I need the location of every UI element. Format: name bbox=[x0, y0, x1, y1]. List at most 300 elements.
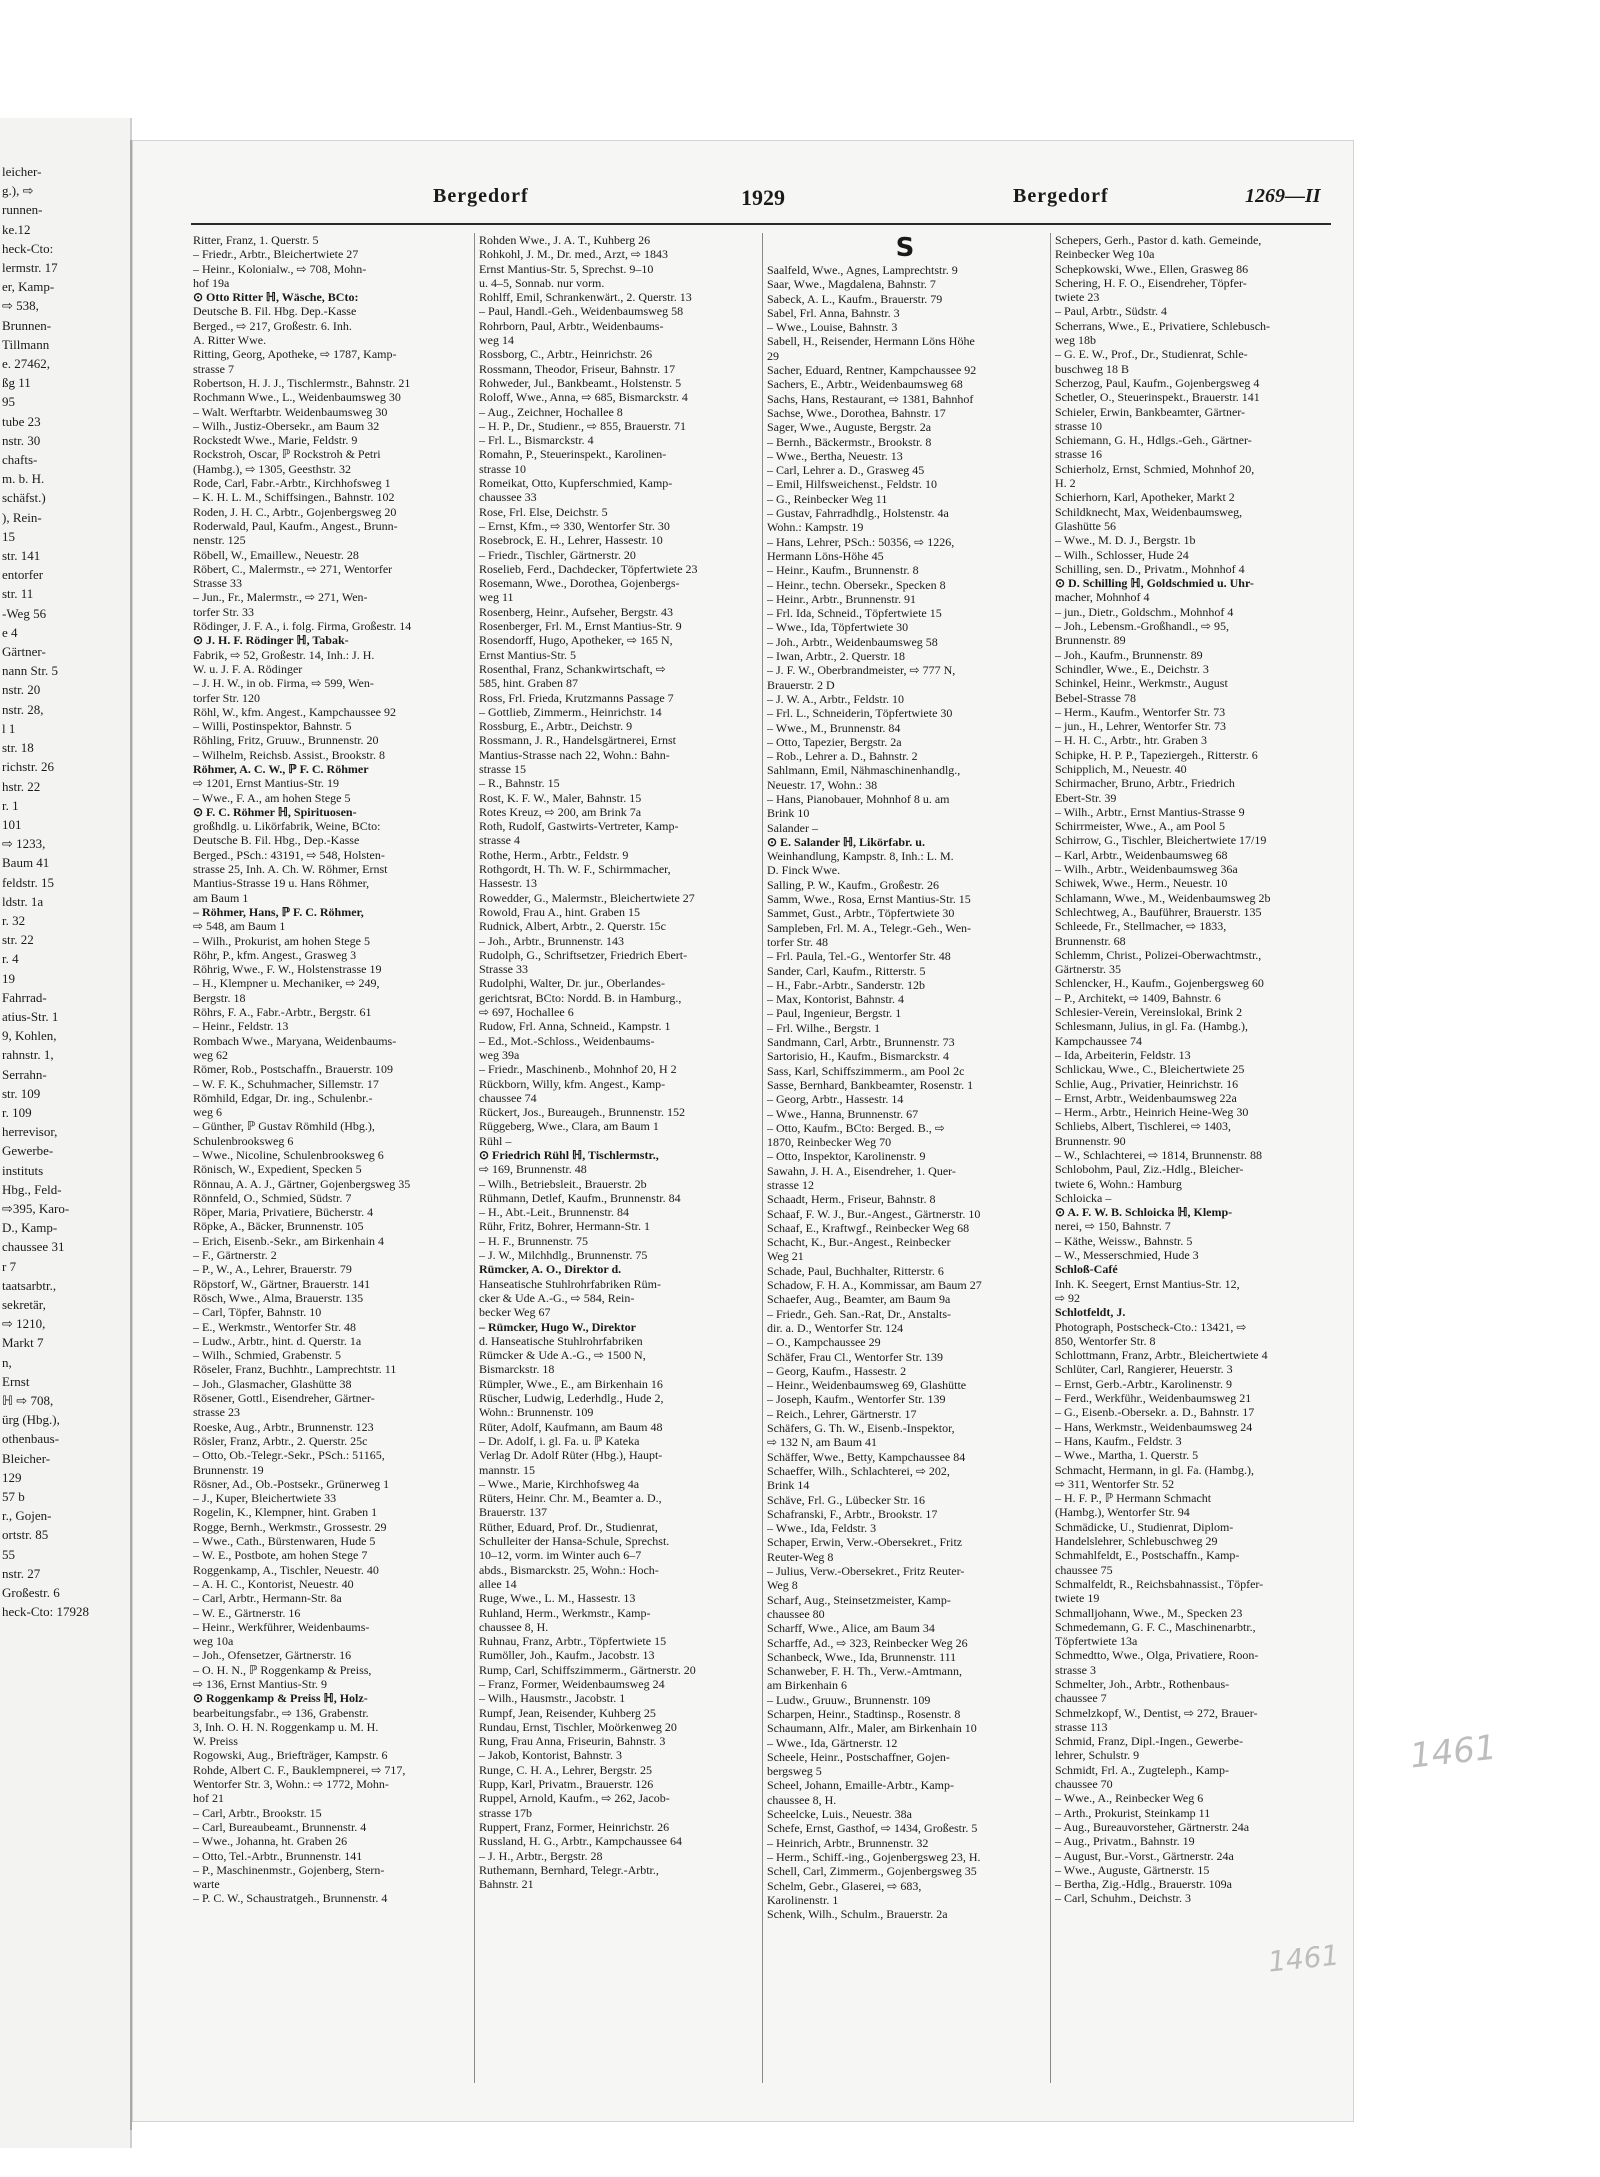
directory-entry-line: Schäffer, Wwe., Betty, Kampchaussee 84 bbox=[767, 1449, 966, 1464]
directory-entry-line: – Ernst, Kfm., ⇨ 330, Wentorfer Str. 30 bbox=[479, 518, 670, 533]
previous-page-fragment: ⇨395, Karo- bbox=[2, 1200, 70, 1216]
directory-entry-line: – O., Kampchaussee 29 bbox=[767, 1335, 881, 1350]
directory-entry-line: – Wwe., Nicoline, Schulenbrooksweg 6 bbox=[193, 1148, 384, 1162]
directory-entry-line: – E., Werkmstr., Wentorfer Str. 48 bbox=[193, 1319, 356, 1334]
previous-page-fragment: runnen- bbox=[2, 202, 43, 218]
directory-entry-line: torfer Str. 120 bbox=[193, 690, 260, 705]
section-letter-heading: S bbox=[895, 233, 915, 263]
handwritten-page-mark: 1461 bbox=[1266, 1938, 1341, 1979]
directory-column-1 bbox=[193, 233, 469, 2093]
directory-entry-line: – H., Abt.-Leit., Brunnenstr. 84 bbox=[479, 1205, 629, 1220]
previous-page-fragment: ⇨ 1210, bbox=[2, 1316, 46, 1332]
directory-entry-line: Mantius-Strasse nach 22, Wohn.: Bahn- bbox=[479, 747, 670, 762]
directory-entry-line: Rümpler, Wwe., E., am Birkenhain 16 bbox=[479, 1376, 663, 1391]
directory-entry-line: – Hans, Werkmstr., Weidenbaumsweg 24 bbox=[1055, 1419, 1253, 1434]
directory-entry-line: Rumpf, Jean, Reisender, Kuhberg 25 bbox=[479, 1705, 656, 1720]
directory-entry-line: Roden, J. H. C., Arbtr., Gojenbergsweg 20 bbox=[193, 504, 397, 519]
directory-entry-line: – A. H. C., Kontorist, Neuestr. 40 bbox=[193, 1576, 354, 1591]
directory-entry-line: – H., Fabr.-Arbtr., Sanderstr. 12b bbox=[767, 977, 925, 992]
previous-page-fragment: lermstr. 17 bbox=[2, 260, 58, 276]
directory-entry-line: – Max, Kontorist, Bahnstr. 4 bbox=[767, 992, 904, 1007]
directory-entry-line: – H. F. P., ℙ Hermann Schmacht bbox=[1055, 1491, 1212, 1506]
directory-entry-line: Wohn.: Kampstr. 19 bbox=[767, 520, 864, 535]
directory-entry-line: – P., Architekt, ⇨ 1409, Bahnstr. 6 bbox=[1055, 990, 1221, 1005]
previous-page-fragment: er, Kamp- bbox=[2, 279, 55, 295]
directory-entry-line: Roselieb, Ferd., Dachdecker, Töpfertwiete 23 bbox=[479, 561, 698, 576]
previous-page-fragment: ⇨ 538, bbox=[2, 298, 39, 314]
directory-entry-line: Röhmer, A. C. W., ℙ F. C. Röhmer bbox=[193, 761, 369, 776]
directory-entry-line: – Ernst, Arbtr., Weidenbaumsweg 22a bbox=[1055, 1090, 1237, 1105]
directory-entry-line: – W., Schlachterei, ⇨ 1814, Brunnenstr. 88 bbox=[1055, 1148, 1263, 1162]
directory-entry-line: – Frl. Paula, Tel.-G., Wentorfer Str. 48 bbox=[767, 949, 951, 964]
previous-page-fragment: schäfst.) bbox=[2, 490, 46, 506]
directory-entry-line: – Frl. L., Bismarckstr. 4 bbox=[479, 433, 594, 448]
directory-entry-line: Runge, C. H. A., Lehrer, Bergstr. 25 bbox=[479, 1762, 652, 1777]
directory-entry-line: bergsweg 5 bbox=[767, 1764, 822, 1779]
directory-entry-line: Schlüter, Carl, Rangierer, Heuerstr. 3 bbox=[1055, 1362, 1233, 1377]
directory-entry-line: strasse 10 bbox=[1055, 418, 1102, 433]
directory-entry-line: Neuestr. 17, Wohn.: 38 bbox=[767, 777, 878, 792]
directory-entry-line: strasse 25, Inh. A. Ch. W. Röhmer, Ernst bbox=[193, 862, 388, 877]
directory-entry-line: Rosenberger, Frl. M., Ernst Mantius-Str. 9 bbox=[479, 619, 682, 634]
directory-entry-line: – Wilh., Betriebsleit., Brauerstr. 2b bbox=[479, 1176, 647, 1191]
directory-entry-line: Schirmacher, Bruno, Arbtr., Friedrich bbox=[1055, 776, 1235, 791]
previous-page-fragment: 129 bbox=[2, 1469, 22, 1485]
directory-entry-line: Brink 10 bbox=[767, 806, 810, 821]
directory-entry-line: Röhrig, Wwe., F. W., Holstenstrasse 19 bbox=[193, 962, 382, 977]
directory-entry-line: – J. W. A., Arbtr., Feldstr. 10 bbox=[767, 691, 905, 706]
directory-entry-line: Schierhorn, Karl, Apotheker, Markt 2 bbox=[1055, 490, 1235, 505]
directory-entry-line: – Wwe., M., Brunnenstr. 84 bbox=[767, 720, 901, 735]
directory-entry-line: Schlemm, Christ., Polizei-Oberwachtmstr., bbox=[1055, 947, 1262, 962]
directory-entry-line: Schiwek, Wwe., Herm., Neuestr. 10 bbox=[1055, 876, 1228, 891]
directory-entry-line: gerichtsrat, BCto: Nordd. B. in Hamburg., bbox=[479, 990, 682, 1005]
directory-entry-line: chaussee 8, H. bbox=[767, 1792, 837, 1807]
directory-entry-line: – W., Messerschmied, Hude 3 bbox=[1055, 1248, 1199, 1263]
directory-entry-line: – K. H. L. M., Schiffsingen., Bahnstr. 102 bbox=[193, 490, 395, 505]
previous-page-fragment: nann Str. 5 bbox=[2, 663, 58, 679]
directory-entry-line: Schaefer, Aug., Beamter, am Baum 9a bbox=[767, 1292, 951, 1307]
directory-entry-line: – Wwe., Ida, Töpfertwiete 30 bbox=[767, 620, 909, 635]
directory-entry-line: Röpstorf, W., Gärtner, Brauerstr. 141 bbox=[193, 1276, 371, 1291]
directory-entry-line: Rückborn, Willy, kfm. Angest., Kamp- bbox=[479, 1076, 666, 1091]
directory-entry-line: – Otto, Kaufm., BCto: Berged. B., ⇨ bbox=[767, 1120, 945, 1135]
handwritten-page-mark: 1461 bbox=[1408, 1727, 1499, 1777]
directory-entry-line: weg 11 bbox=[479, 590, 514, 605]
directory-entry-line: ⇨ 169, Brunnenstr. 48 bbox=[479, 1162, 587, 1177]
directory-entry-line: Rotes Kreuz, ⇨ 200, am Brink 7a bbox=[479, 804, 642, 819]
directory-entry-line: am Baum 1 bbox=[193, 890, 249, 905]
directory-entry-line: – Wwe., M. D. J., Bergstr. 1b bbox=[1055, 533, 1196, 548]
previous-page-fragment: richstr. 26 bbox=[2, 759, 54, 775]
previous-page-fragment: Serrahn- bbox=[2, 1066, 47, 1082]
directory-entry-line: – Paul, Arbtr., Südstr. 4 bbox=[1055, 304, 1168, 319]
previous-page-fragment: n, bbox=[2, 1354, 12, 1370]
directory-entry-line: Rohrborn, Paul, Arbtr., Weidenbaums- bbox=[479, 318, 664, 333]
previous-page-fragment: r. 109 bbox=[2, 1104, 32, 1120]
directory-entry-line: – Hans, Lehrer, PSch.: 50356, ⇨ 1226, bbox=[767, 534, 955, 549]
directory-entry-line: – Georg, Arbtr., Hassestr. 14 bbox=[767, 1092, 904, 1107]
directory-entry-line: Roeske, Aug., Arbtr., Brunnenstr. 123 bbox=[193, 1419, 374, 1434]
directory-entry-line: Rossmann, J. R., Handelsgärtnerei, Ernst bbox=[479, 733, 676, 748]
directory-entry-line: – Paul, Handl.-Geh., Weidenbaumsweg 58 bbox=[479, 304, 684, 319]
directory-entry-line: Ernst Mantius-Str. 5, Sprechst. 9–10 bbox=[479, 261, 654, 276]
previous-page-fragment: Gärtner- bbox=[2, 644, 46, 660]
directory-entry-line: – Gottlieb, Zimmerm., Heinrichstr. 14 bbox=[479, 704, 662, 719]
directory-entry-line: Scharffe, Ad., ⇨ 323, Reinbecker Weg 26 bbox=[767, 1635, 968, 1650]
directory-entry-line: – Aug., Bureauvorsteher, Gärtnerstr. 24a bbox=[1055, 1819, 1250, 1834]
directory-entry-line: Sass, Karl, Schiffszimmerm., am Pool 2c bbox=[767, 1063, 965, 1078]
directory-entry-line: Schering, H. F. O., Eisendreher, Töpfer- bbox=[1055, 275, 1247, 290]
directory-entry-line: ⇨ 697, Hochallee 6 bbox=[479, 1005, 574, 1020]
directory-entry-line: Bahnstr. 21 bbox=[479, 1877, 534, 1892]
directory-entry-line: strasse 113 bbox=[1055, 1719, 1108, 1734]
directory-entry-line: Schade, Paul, Buchhalter, Ritterstr. 6 bbox=[767, 1263, 944, 1278]
previous-page-fragment: nstr. 20 bbox=[2, 682, 41, 698]
directory-entry-line: – Aug., Zeichner, Hochallee 8 bbox=[479, 404, 623, 419]
directory-entry-line: – Hans, Pianobauer, Mohnhof 8 u. am bbox=[767, 791, 950, 806]
directory-entry-line: mannstr. 15 bbox=[479, 1462, 535, 1477]
column-divider bbox=[762, 233, 763, 2083]
directory-entry-line: ⇨ 132 N, am Baum 41 bbox=[767, 1435, 878, 1450]
directory-entry-line: chaussee 8, H. bbox=[479, 1619, 549, 1634]
directory-entry-line: ⊙ Friedrich Rühl ℍ, Tischlermstr., bbox=[479, 1148, 659, 1162]
directory-entry-line: – Frl. Wilhe., Bergstr. 1 bbox=[767, 1020, 881, 1035]
directory-entry-line: Samm, Wwe., Rosa, Ernst Mantius-Str. 15 bbox=[767, 892, 971, 907]
directory-entry-line: Schindler, Wwe., E., Deichstr. 3 bbox=[1055, 661, 1209, 676]
directory-entry-line: Rüggeberg, Wwe., Clara, am Baum 1 bbox=[479, 1119, 659, 1134]
directory-entry-line: Schipke, H. P. P., Tapeziergeh., Ritterstr. 6 bbox=[1055, 747, 1258, 762]
directory-entry-line: Schmelzkopf, W., Dentist, ⇨ 272, Brauer- bbox=[1055, 1705, 1258, 1720]
previous-page-fragment: leicher- bbox=[2, 164, 42, 179]
previous-page-fragment: Ernst bbox=[2, 1373, 30, 1389]
directory-entry-line: Roggenkamp, A., Tischler, Neuestr. 40 bbox=[193, 1562, 379, 1577]
directory-entry-line: – Herm., Kaufm., Wentorfer Str. 73 bbox=[1055, 704, 1226, 719]
directory-entry-line: Töpfertwiete 13a bbox=[1055, 1634, 1138, 1649]
directory-entry-line: bearbeitungsfabr., ⇨ 136, Grabenstr. bbox=[193, 1705, 369, 1720]
directory-entry-line: – Bernh., Bäckermstr., Brookstr. 8 bbox=[767, 434, 932, 449]
column-divider bbox=[1050, 233, 1051, 2083]
directory-entry-line: Schafranski, F., Arbtr., Brookstr. 17 bbox=[767, 1506, 938, 1521]
directory-entry-line: Saalfeld, Wwe., Agnes, Lamprechtstr. 9 bbox=[767, 263, 958, 277]
directory-entry-line: Schmid, Franz, Dipl.-Ingen., Gewerbe- bbox=[1055, 1734, 1243, 1749]
directory-entry-line: – Wilh., Schmied, Grabenstr. 5 bbox=[193, 1348, 341, 1363]
previous-page-fragment: r 7 bbox=[2, 1258, 17, 1274]
directory-entry-line: – Wilh., Prokurist, am hohen Stege 5 bbox=[193, 933, 370, 948]
directory-entry-line: Röpke, A., Bäcker, Brunnenstr. 105 bbox=[193, 1219, 364, 1234]
directory-entry-line: Rösner, Ad., Ob.-Postsekr., Grünerweg 1 bbox=[193, 1476, 390, 1491]
directory-entry-line: Glashütte 56 bbox=[1055, 518, 1116, 533]
directory-entry-line: – Gustav, Fahrradhdlg., Holstenstr. 4a bbox=[767, 506, 949, 521]
directory-entry-line: Weg 8 bbox=[767, 1578, 798, 1593]
directory-column-2 bbox=[479, 233, 755, 2093]
directory-entry-line: Röseler, Franz, Buchhtr., Lamprechtstr. 11 bbox=[193, 1362, 397, 1377]
previous-page-fragment: feldstr. 15 bbox=[2, 874, 54, 890]
directory-entry-line: – Walt. Werftarbtr. Weidenbaumsweg 30 bbox=[193, 404, 388, 419]
directory-entry-line: – Heinr., Werkführer, Weidenbaums- bbox=[193, 1619, 370, 1634]
directory-entry-line: – Ernst, Gerb.-Arbtr., Karolinenstr. 9 bbox=[1055, 1376, 1232, 1391]
directory-entry-line: ⇨ 548, am Baum 1 bbox=[193, 919, 286, 934]
directory-entry-line: Russland, H. G., Arbtr., Kampchaussee 64 bbox=[479, 1834, 682, 1849]
directory-entry-line: – Ludw., Arbtr., hint. d. Querstr. 1a bbox=[193, 1333, 362, 1348]
directory-entry-line: – Wwe., F. A., am hohen Stege 5 bbox=[193, 790, 351, 805]
directory-entry-line: – G., Eisenb.-Obersekr. a. D., Bahnstr. 17 bbox=[1055, 1405, 1255, 1420]
directory-entry-line: Sandmann, Carl, Arbtr., Brunnenstr. 73 bbox=[767, 1035, 955, 1050]
directory-entry-line: – Paul, Ingenieur, Bergstr. 1 bbox=[767, 1006, 902, 1021]
directory-entry-line: W. Preiss bbox=[193, 1734, 238, 1749]
directory-entry-line: – W. E., Postbote, am hohen Stege 7 bbox=[193, 1548, 368, 1563]
directory-entry-line: – Joh., Arbtr., Brunnenstr. 143 bbox=[479, 933, 625, 948]
directory-entry-line: – Wwe., Martha, 1. Querstr. 5 bbox=[1055, 1448, 1199, 1463]
directory-entry-line: Karolinenstr. 1 bbox=[767, 1892, 839, 1907]
previous-page-fragment: -Weg 56 bbox=[2, 605, 47, 621]
directory-entry-line: – Wilh., Schlosser, Hude 24 bbox=[1055, 547, 1189, 562]
directory-entry-line: Rudolphi, Walter, Dr. jur., Oberlandes- bbox=[479, 976, 665, 991]
directory-entry-line: – Heinr., Kolonialw., ⇨ 708, Mohn- bbox=[193, 261, 367, 276]
previous-page-fragment: e 4 bbox=[2, 624, 18, 640]
previous-page-fragment: r. 32 bbox=[2, 912, 26, 928]
directory-entry-line: abds., Bismarckstr. 25, Wohn.: Hoch- bbox=[479, 1562, 659, 1577]
previous-page-fragment: r., Gojen- bbox=[2, 1508, 52, 1524]
directory-entry-line: – Otto, Ob.-Telegr.-Sekr., PSch.: 51165, bbox=[193, 1448, 385, 1463]
directory-entry-line: Schlie, Aug., Privatier, Heinrichstr. 16 bbox=[1055, 1076, 1239, 1091]
directory-entry-line: – J. W., Milchhdlg., Brunnenstr. 75 bbox=[479, 1248, 648, 1263]
directory-entry-line: Brink 14 bbox=[767, 1478, 810, 1493]
directory-entry-line: – Herm., Schiff.-ing., Gojenbergsweg 23, H. bbox=[767, 1849, 981, 1864]
directory-entry-line: twiete 23 bbox=[1055, 290, 1100, 305]
directory-entry-line: Rühmann, Detlef, Kaufm., Brunnenstr. 84 bbox=[479, 1190, 681, 1205]
directory-entry-line: großhdlg. u. Likörfabrik, Weine, BCto: bbox=[193, 819, 381, 834]
directory-entry-line: Schmädicke, U., Studienrat, Diplom- bbox=[1055, 1519, 1234, 1534]
directory-entry-line: ⊙ F. C. Röhmer ℍ, Spirituosen- bbox=[193, 804, 357, 819]
directory-entry-line: (Hambg.), Wentorfer Str. 94 bbox=[1055, 1505, 1190, 1520]
directory-entry-line: Rogowski, Aug., Briefträger, Kampstr. 6 bbox=[193, 1748, 388, 1763]
previous-page-fragment: ℍ ⇨ 708, bbox=[2, 1393, 54, 1408]
previous-page-fragment: Bleicher- bbox=[2, 1450, 51, 1466]
directory-entry-line: – Wwe., Hanna, Brunnenstr. 67 bbox=[767, 1106, 919, 1121]
directory-entry-line: ⇨ 311, Wentorfer Str. 52 bbox=[1055, 1476, 1175, 1491]
directory-entry-line: Ruhnau, Franz, Arbtr., Töpfertwiete 15 bbox=[479, 1634, 667, 1649]
directory-entry-line: am Birkenhain 6 bbox=[767, 1678, 847, 1693]
directory-entry-line: Reuter-Weg 8 bbox=[767, 1549, 834, 1564]
directory-entry-line: Scheele, Heinr., Postschaffner, Gojen- bbox=[767, 1749, 950, 1764]
directory-entry-line: – Carl, Bureaubeamt., Brunnenstr. 4 bbox=[193, 1819, 367, 1834]
previous-page-fragment: 9, Kohlen, bbox=[2, 1028, 57, 1044]
directory-entry-line: Rohden Wwe., J. A. T., Kuhberg 26 bbox=[479, 233, 651, 247]
directory-entry-line: Schildknecht, Max, Weidenbaumsweg, bbox=[1055, 504, 1243, 519]
directory-entry-line: Schmedtto, Wwe., Olga, Privatiere, Roon- bbox=[1055, 1648, 1259, 1663]
previous-page-fragment: str. 22 bbox=[2, 932, 34, 948]
directory-entry-line: Rupp, Karl, Privatm., Brauerstr. 126 bbox=[479, 1777, 654, 1792]
directory-entry-line: Röbert, C., Malermstr., ⇨ 271, Wentorfer bbox=[193, 561, 393, 576]
previous-page-fragment: Markt 7 bbox=[2, 1335, 44, 1351]
directory-entry-line: Ernst Mantius-Str. 5 bbox=[479, 647, 577, 662]
directory-entry-line: Rüscher, Ludwig, Lederhdlg., Hude 2, bbox=[479, 1391, 664, 1406]
directory-entry-line: Rosebrock, E. H., Lehrer, Hassestr. 10 bbox=[479, 533, 663, 548]
directory-entry-line: Schmidt, Frl. A., Zugteleph., Kamp- bbox=[1055, 1762, 1229, 1777]
directory-entry-line: weg 18b bbox=[1055, 333, 1096, 348]
directory-entry-line: Sabeck, A. L., Kaufm., Brauerstr. 79 bbox=[767, 291, 943, 306]
directory-entry-line: Schieler, Erwin, Bankbeamter, Gärtner- bbox=[1055, 404, 1246, 419]
directory-entry-line: Schlickau, Wwe., C., Bleichertwiete 25 bbox=[1055, 1062, 1245, 1077]
previous-page-fragment: instituts bbox=[2, 1162, 44, 1178]
directory-entry-line: Rösener, Gottl., Eisendreher, Gärtner- bbox=[193, 1391, 375, 1406]
directory-entry-line: Rüther, Eduard, Prof. Dr., Studienrat, bbox=[479, 1519, 658, 1534]
directory-entry-line: Schlesier-Verein, Vereinslokal, Brink 2 bbox=[1055, 1005, 1243, 1020]
directory-entry-line: Rogelin, K., Klempner, hint. Graben 1 bbox=[193, 1505, 378, 1520]
directory-entry-line: Rowold, Frau A., hint. Graben 15 bbox=[479, 904, 640, 919]
directory-entry-line: Römer, Rob., Postschaffn., Brauerstr. 109 bbox=[193, 1062, 393, 1077]
directory-entry-line: allee 14 bbox=[479, 1576, 517, 1591]
directory-entry-line: – H., Klempner u. Mechaniker, ⇨ 249, bbox=[193, 976, 380, 991]
directory-entry-line: Schefe, Ernst, Gasthof, ⇨ 1434, Großestr. 5 bbox=[767, 1821, 978, 1836]
directory-entry-line: – Otto, Tel.-Arbtr., Brunnenstr. 141 bbox=[193, 1848, 363, 1863]
directory-entry-line: Sartorisio, H., Kaufm., Bismarckstr. 4 bbox=[767, 1049, 949, 1064]
directory-entry-line: chaussee 70 bbox=[1055, 1777, 1113, 1792]
directory-entry-line: Schilling, sen. D., Privatm., Mohnhof 4 bbox=[1055, 561, 1245, 576]
directory-entry-line: Rossburg, E., Arbtr., Deichstr. 9 bbox=[479, 719, 633, 734]
directory-entry-line: – Wilhelm, Reichsb. Assist., Brookstr. 8 bbox=[193, 747, 385, 762]
previous-page-fragment: str. 18 bbox=[2, 740, 34, 756]
directory-entry-line: – Karl, Arbtr., Weidenbaumsweg 68 bbox=[1055, 847, 1228, 862]
previous-page-fragment: Gewerbe- bbox=[2, 1143, 54, 1159]
directory-entry-line: Schanbeck, Wwe., Ida, Brunnenstr. 111 bbox=[767, 1649, 957, 1664]
directory-entry-line: cker & Ude A.-G., ⇨ 584, Rein- bbox=[479, 1290, 635, 1305]
directory-entry-line: Schmalfeldt, R., Reichsbahnassist., Töpfer- bbox=[1055, 1576, 1264, 1591]
directory-entry-line: Rönnau, A. A. J., Gärtner, Gojenbergsweg 35 bbox=[193, 1176, 411, 1191]
previous-page-fragment: taatsarbtr., bbox=[2, 1277, 57, 1293]
directory-entry-line: Brunnenstr. 19 bbox=[193, 1462, 264, 1477]
directory-entry-line: twiete 19 bbox=[1055, 1591, 1100, 1606]
directory-entry-line: – Aug., Privatm., Bahnstr. 19 bbox=[1055, 1834, 1195, 1849]
directory-entry-line: – Wwe., Cath., Bürstenwaren, Hude 5 bbox=[193, 1534, 376, 1549]
directory-entry-line: Sachse, Wwe., Dorothea, Bahnstr. 17 bbox=[767, 405, 946, 420]
previous-page-fragment: chaussee 31 bbox=[2, 1239, 65, 1255]
directory-entry-line: – H. P., Dr., Studienr., ⇨ 855, Brauerstr. 71 bbox=[479, 418, 687, 433]
directory-entry-line: Schinkel, Heinr., Werkmstr., August bbox=[1055, 676, 1228, 691]
page-header bbox=[133, 185, 1353, 223]
directory-entry-line: Wohn.: Brunnenstr. 109 bbox=[479, 1405, 594, 1420]
directory-entry-line: – H. F., Brunnenstr. 75 bbox=[479, 1233, 589, 1248]
directory-entry-line: – Wilh., Hausmstr., Jacobstr. 1 bbox=[479, 1691, 626, 1706]
directory-entry-line: twiete 6, Wohn.: Hamburg bbox=[1055, 1176, 1182, 1191]
directory-entry-line: – Carl, Arbtr., Hermann-Str. 8a bbox=[193, 1591, 342, 1606]
previous-page-fragment: hstr. 22 bbox=[2, 778, 41, 794]
directory-entry-line: Rogge, Bernh., Werkmstr., Grossestr. 29 bbox=[193, 1519, 387, 1534]
directory-entry-line: Hassestr. 13 bbox=[479, 876, 537, 891]
directory-entry-line: Scherrans, Wwe., E., Privatiere, Schlebusch- bbox=[1055, 318, 1271, 333]
previous-page-fragment: atius-Str. 1 bbox=[2, 1008, 59, 1024]
directory-entry-line: Ruppel, Arnold, Kaufm., ⇨ 262, Jacob- bbox=[479, 1791, 670, 1806]
directory-entry-line: lehrer, Schulstr. 9 bbox=[1055, 1748, 1140, 1763]
directory-entry-line: chaussee 33 bbox=[479, 490, 537, 505]
directory-entry-line: Berged., ⇨ 217, Großestr. 6. Inh. bbox=[193, 318, 352, 333]
header-year: 1929 bbox=[741, 185, 785, 210]
directory-entry-line: Romahn, P., Steuerinspekt., Karolinen- bbox=[479, 447, 667, 462]
directory-entry-line: Sampleben, Frl. M. A., Telegr.-Geh., Wen- bbox=[767, 920, 972, 935]
directory-entry-line: Sachers, E., Arbtr., Weidenbaumsweg 68 bbox=[767, 377, 963, 392]
directory-entry-line: Rose, Frl. Else, Deichstr. 5 bbox=[479, 504, 608, 519]
directory-entry-line: Rockstedt Wwe., Marie, Feldstr. 9 bbox=[193, 433, 358, 448]
previous-page-fragment: heck-Cto: bbox=[2, 240, 54, 256]
directory-entry-line: strasse 23 bbox=[193, 1405, 240, 1420]
directory-entry-line: hof 21 bbox=[193, 1791, 224, 1806]
directory-entry-line: – Ludw., Gruuw., Brunnenstr. 109 bbox=[767, 1692, 931, 1707]
directory-entry-line: Schlottmann, Franz, Arbtr., Bleichertwiete 4 bbox=[1055, 1348, 1268, 1363]
directory-entry-line: Sacher, Eduard, Rentner, Kampchaussee 92 bbox=[767, 363, 977, 378]
directory-entry-line: Ross, Frl. Frieda, Krutzmanns Passage 7 bbox=[479, 690, 674, 705]
directory-entry-line: Schaadt, Herm., Friseur, Bahnstr. 8 bbox=[767, 1192, 936, 1207]
directory-entry-line: Schlobohm, Paul, Ziz.-Hdlg., Bleicher- bbox=[1055, 1162, 1244, 1177]
directory-entry-line: – R., Bahnstr. 15 bbox=[479, 776, 560, 791]
directory-entry-line: buschweg 18 B bbox=[1055, 361, 1129, 376]
directory-entry-line: ⊙ E. Salander ℍ, Likörfabr. u. bbox=[767, 834, 925, 849]
directory-entry-line: strasse 16 bbox=[1055, 447, 1102, 462]
directory-entry-line: ⇨ 136, Ernst Mantius-Str. 9 bbox=[193, 1676, 328, 1691]
directory-entry-line: H. 2 bbox=[1055, 476, 1076, 491]
directory-entry-line: – Herm., Arbtr., Heinrich Heine-Weg 30 bbox=[1055, 1105, 1249, 1120]
directory-entry-line: – Bertha, Zig.-Hdlg., Brauerstr. 109a bbox=[1055, 1877, 1232, 1892]
directory-entry-line: Rode, Carl, Fabr.-Arbtr., Kirchhofsweg 1 bbox=[193, 476, 391, 491]
directory-entry-line: – Frl. Ida, Schneid., Töpfertwiete 15 bbox=[767, 606, 942, 621]
directory-entry-line: Röbell, W., Emaillew., Neuestr. 28 bbox=[193, 547, 359, 562]
directory-entry-line: Scharf, Aug., Steinsetzmeister, Kamp- bbox=[767, 1592, 951, 1607]
previous-page-fragment: Tillmann bbox=[2, 336, 50, 352]
directory-entry-line: Schaumann, Alfr., Maler, am Birkenhain 10 bbox=[767, 1721, 977, 1736]
directory-entry-line: weg 62 bbox=[193, 1047, 228, 1062]
directory-entry-line: Rothgordt, H. Th. W. F., Schirmmacher, bbox=[479, 862, 671, 877]
directory-entry-line: – Dr. Adolf, i. gl. Fa. u. ℙ Kateka bbox=[479, 1433, 640, 1448]
directory-entry-line: – Friedr., Arbtr., Bleichertwiete 27 bbox=[193, 247, 359, 262]
previous-page-fragment: 57 b bbox=[2, 1489, 25, 1505]
directory-entry-line: Handelslehrer, Schlebuschweg 29 bbox=[1055, 1534, 1218, 1549]
directory-entry-line: – Carl, Schuhm., Deichstr. 3 bbox=[1055, 1891, 1191, 1906]
directory-entry-line: – Otto, Inspektor, Karolinenstr. 9 bbox=[767, 1149, 926, 1164]
directory-entry-line: 1870, Reinbecker Weg 70 bbox=[767, 1135, 892, 1150]
directory-entry-line: Berged., PSch.: 43191, ⇨ 548, Holsten- bbox=[193, 847, 385, 862]
directory-entry-line: becker Weg 67 bbox=[479, 1305, 551, 1320]
directory-entry-line: – Arth., Prokurist, Steinkamp 11 bbox=[1055, 1805, 1211, 1820]
directory-entry-line: Brunnenstr. 89 bbox=[1055, 633, 1126, 648]
directory-entry-line: chaussee 75 bbox=[1055, 1562, 1113, 1577]
directory-entry-line: Scharpen, Heinr., Stadtinsp., Rosenstr. 8 bbox=[767, 1706, 961, 1721]
previous-page-fragment: rahnstr. 1, bbox=[2, 1047, 54, 1063]
previous-page-fragment: str. 109 bbox=[2, 1085, 41, 1101]
directory-entry-line: 29 bbox=[767, 348, 779, 363]
directory-entry-line: Verlag Dr. Adolf Rüter (Hbg.), Haupt- bbox=[479, 1448, 663, 1463]
directory-entry-line: Schliebs, Albert, Tischlerei, ⇨ 1403, bbox=[1055, 1119, 1232, 1134]
previous-page-fragment: ürg (Hbg.), bbox=[2, 1412, 60, 1428]
directory-entry-line: – jun., Dietr., Goldschm., Mohnhof 4 bbox=[1055, 604, 1234, 619]
previous-page-fragment: chafts- bbox=[2, 452, 38, 468]
directory-entry-line: Rümcker, A. O., Direktor d. bbox=[479, 1262, 622, 1277]
header-place-left: Bergedorf bbox=[433, 185, 529, 207]
directory-entry-line: Bebel-Strasse 78 bbox=[1055, 690, 1136, 705]
directory-entry-line: Ruhland, Herm., Werkmstr., Kamp- bbox=[479, 1605, 651, 1620]
header-page-number: 1269—II bbox=[1245, 185, 1321, 207]
directory-entry-line: – G., Reinbecker Weg 11 bbox=[767, 491, 888, 506]
directory-entry-line: – Wwe., Louise, Bahnstr. 3 bbox=[767, 320, 898, 335]
directory-entry-line: Hanseatische Stuhlrohrfabriken Rüm- bbox=[479, 1276, 661, 1291]
directory-entry-line: – Rümcker, Hugo W., Direktor bbox=[479, 1319, 637, 1334]
previous-page-fragment: str. 141 bbox=[2, 548, 41, 564]
previous-page-fragment: Brunnen- bbox=[2, 317, 52, 333]
previous-page-fragment: ortstr. 85 bbox=[2, 1527, 49, 1543]
previous-page-fragment: herrevisor, bbox=[2, 1124, 58, 1140]
directory-entry-line: – Wwe., Johanna, ht. Graben 26 bbox=[193, 1834, 348, 1849]
header-place-right: Bergedorf bbox=[1013, 185, 1109, 207]
directory-entry-line: Ruppert, Franz, Former, Heinrichstr. 26 bbox=[479, 1819, 670, 1834]
